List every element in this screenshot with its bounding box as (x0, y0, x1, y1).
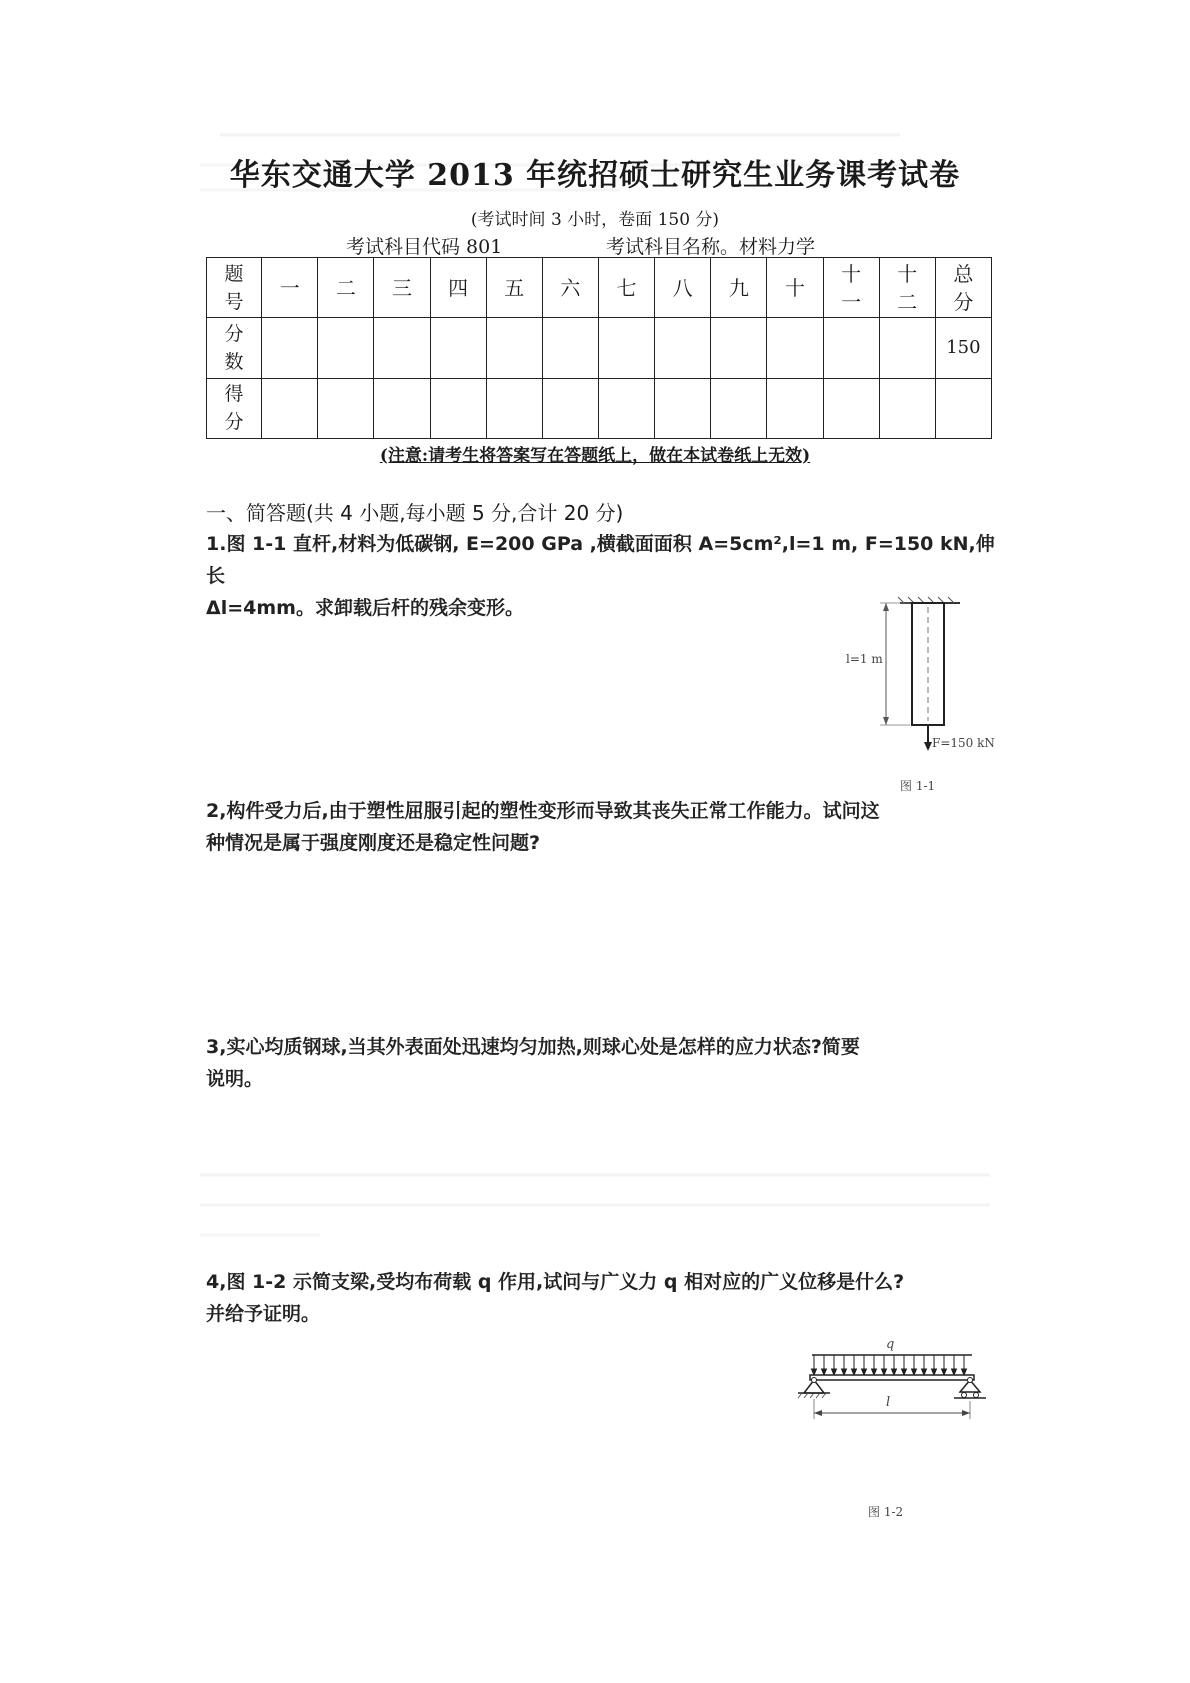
score-cell (879, 378, 935, 438)
score-cell (598, 378, 654, 438)
points-cell (767, 318, 823, 378)
col-12: 十二 (879, 258, 935, 318)
row-header-points: 分数 (207, 318, 262, 378)
figure-1-1-drawing (840, 595, 1000, 795)
section-title: 一、简答题(共 4 小题,每小题 5 分,合计 20 分) (206, 501, 624, 525)
col-10: 十 (767, 258, 823, 318)
figure-1-2-caption: 图 1-2 (868, 1505, 904, 1519)
col-9: 九 (711, 258, 767, 318)
points-cell (598, 318, 654, 378)
score-cell (430, 378, 486, 438)
figure-1-1-caption: 图 1-1 (900, 779, 936, 793)
question-4 (206, 1266, 1006, 1330)
score-table-row-number (207, 258, 992, 318)
question-2 (206, 795, 1006, 859)
score-cell (542, 378, 598, 438)
points-cell (823, 318, 879, 378)
score-table (206, 257, 992, 439)
question-4-line-2: 并给予证明。 (206, 1303, 321, 1325)
score-cell (262, 378, 318, 438)
points-cell (542, 318, 598, 378)
question-4-line-1: 4,图 1-2 示简支梁,受均布荷载 q 作用,试问与广义力 q 相对应的广义位移是什么? (206, 1271, 905, 1293)
row-header-number: 题号 (207, 258, 262, 318)
col-6: 六 (542, 258, 598, 318)
score-cell (374, 378, 430, 438)
exam-title: 华东交通大学 2013 年统招硕士研究生业务课考试卷 (229, 158, 961, 193)
score-cell (767, 378, 823, 438)
question-1-line-2: Δl=4mm。求卸载后杆的残余变形。 (206, 597, 524, 619)
score-cell (318, 378, 374, 438)
score-cell (655, 378, 711, 438)
figure-1-2-load-label: q (886, 1337, 895, 1352)
points-cell (879, 318, 935, 378)
col-4: 四 (430, 258, 486, 318)
score-cell (711, 378, 767, 438)
figure-1-2-span-label: l (886, 1395, 891, 1410)
exam-note: (注意:请考生将答案写在答题纸上，做在本试卷纸上无效) (379, 446, 811, 466)
col-7: 七 (598, 258, 654, 318)
subject-name: 考试科目名称。材料力学 (606, 236, 816, 258)
question-2-line-2: 种情况是属于强度刚度还是稳定性问题? (206, 832, 541, 854)
col-2: 二 (318, 258, 374, 318)
question-2-line-1: 2,构件受力后,由于塑性屈服引起的塑性变形而导致其丧失正常工作能力。试问这 (206, 800, 880, 822)
col-3: 三 (374, 258, 430, 318)
question-3-line-2: 说明。 (206, 1068, 264, 1090)
score-cell (486, 378, 542, 438)
question-1-line-1: 1.图 1-1 直杆,材料为低碳钢, E=200 GPa ,横截面面积 A=5cm²,l=1 m, F=150 kN,伸长 (206, 533, 995, 587)
points-cell (318, 318, 374, 378)
points-cell (486, 318, 542, 378)
score-cell (935, 378, 991, 438)
question-3 (206, 1031, 1006, 1095)
question-3-line-1: 3,实心均质钢球,当其外表面处迅速均匀加热,则球心处是怎样的应力状态?简要 (206, 1036, 860, 1058)
exam-subtitle: (考试时间 3 小时，卷面 150 分) (470, 210, 720, 230)
col-1: 一 (262, 258, 318, 318)
col-11: 十一 (823, 258, 879, 318)
points-cell (374, 318, 430, 378)
col-8: 八 (655, 258, 711, 318)
col-total: 总分 (935, 258, 991, 318)
score-cell (823, 378, 879, 438)
points-cell (711, 318, 767, 378)
figure-1-1-length-label: l=1 m (846, 652, 883, 666)
figure-1-1 (840, 595, 1000, 795)
col-5: 五 (486, 258, 542, 318)
bleed-through-mid (200, 1160, 1000, 1250)
points-cell (655, 318, 711, 378)
figure-1-2 (790, 1335, 1000, 1435)
bleed-through-lines-mid (200, 1160, 1000, 1250)
figure-1-1-force-label: F=150 kN (932, 736, 995, 750)
total-points-cell: 150 (935, 318, 991, 378)
subject-code: 考试科目代码 801 (346, 236, 503, 258)
points-cell (430, 318, 486, 378)
figure-1-2-drawing (790, 1335, 1000, 1435)
points-cell (262, 318, 318, 378)
score-table-row-points (207, 318, 992, 378)
score-table-row-score (207, 378, 992, 438)
row-header-score: 得分 (207, 378, 262, 438)
